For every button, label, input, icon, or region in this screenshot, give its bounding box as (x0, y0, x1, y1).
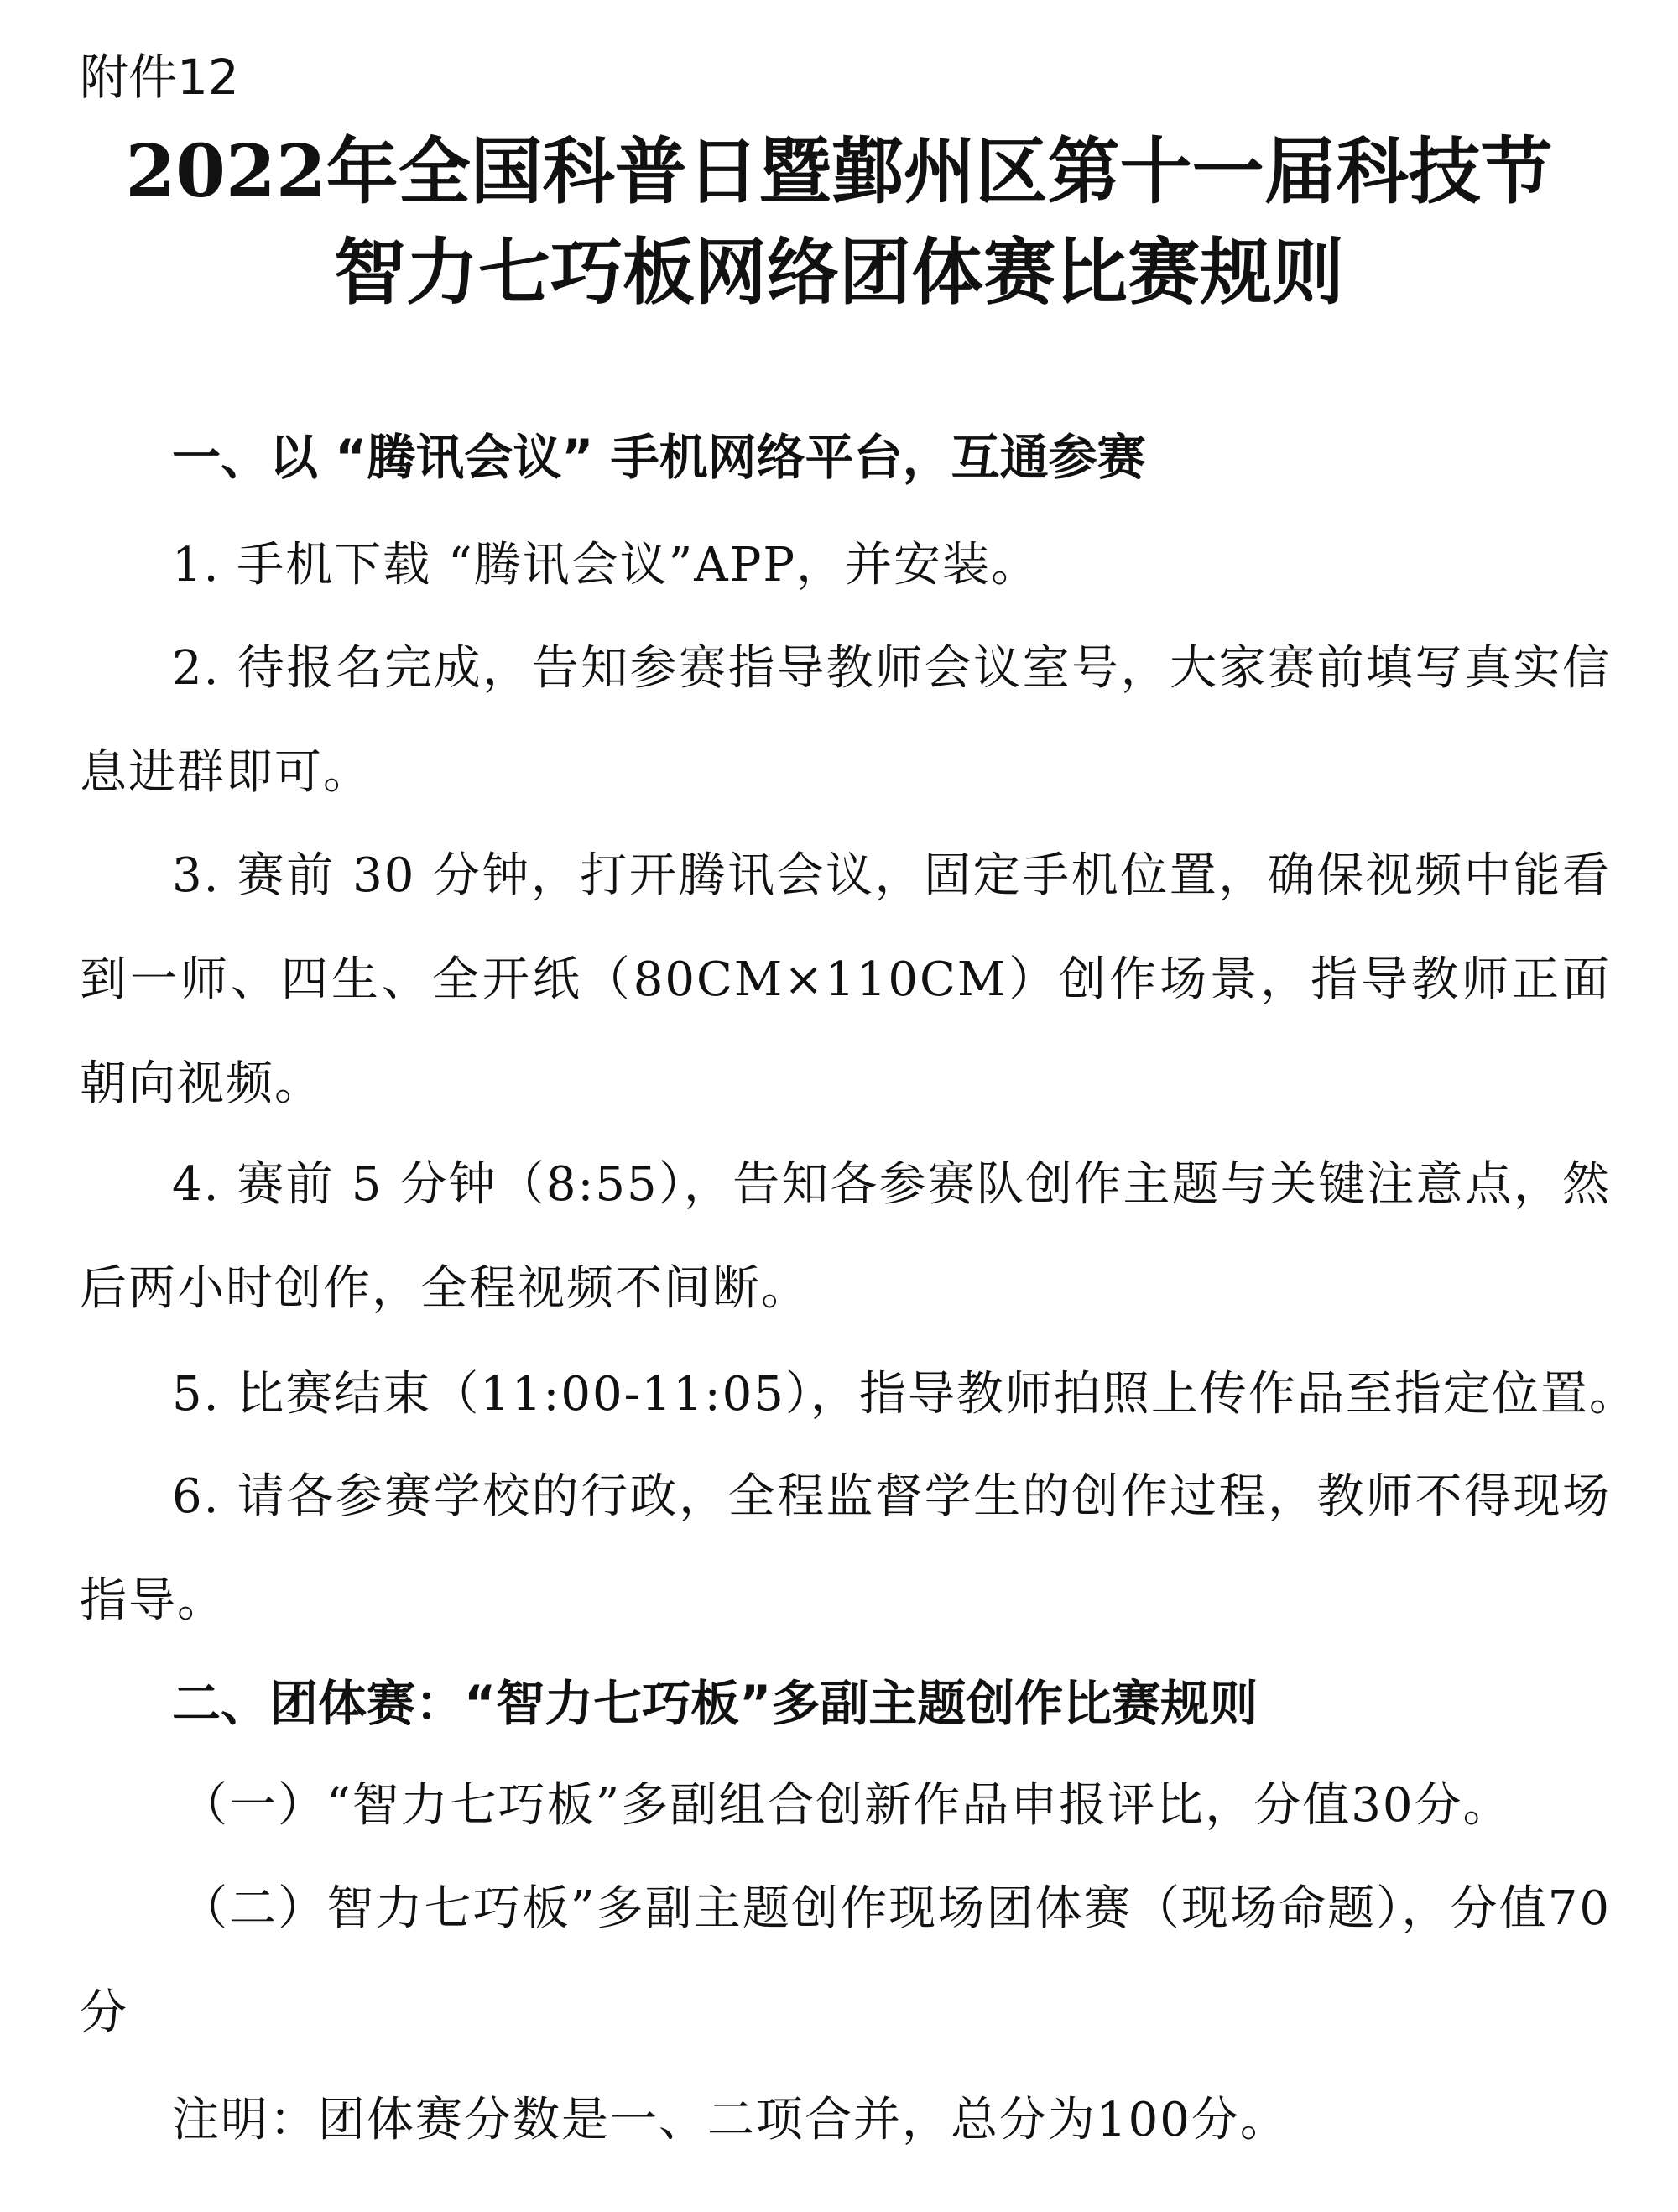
document-title-line-2: 智力七巧板网络团体赛比赛规则 (334, 230, 1344, 315)
rule-item-1: 1. 手机下载 “腾讯会议”APP，并安装。 (172, 538, 1040, 592)
scoring-note: 注明：团体赛分数是一、二项合并，总分为100分。 (172, 2093, 1289, 2147)
rule-item-3: 3. 赛前 30 分钟，打开腾讯会议，固定手机位置，确保视频中能看到一师、四生、全开纸（80CM×110CM）创作场景，指导教师正面朝向视频。 (80, 848, 1611, 1111)
rule-item-4: 4. 赛前 5 分钟（8:55），告知各参赛队创作主题与关键注意点，然后两小时创作，全程视频不间断。 (80, 1157, 1611, 1316)
rule-item-6: 6. 请各参赛学校的行政，全程监督学生的创作过程，教师不得现场指导。 (80, 1469, 1611, 1628)
rule-item-2: 2. 待报名完成，告知参赛指导教师会议室号，大家赛前填写真实信息进群即可。 (80, 641, 1611, 800)
rule-item-5: 5. 比赛结束（11:00-11:05），指导教师拍照上传作品至指定位置。 (172, 1367, 1638, 1422)
section-1-heading: 一、以 “腾讯会议” 手机网络平台，互通参赛 (172, 429, 1146, 486)
attachment-label: 附件12 (80, 49, 239, 106)
scoring-item-1: （一）“智力七巧板”多副组合创新作品申报评比，分值30分。 (180, 1778, 1512, 1833)
section-2-heading: 二、团体赛：“智力七巧板”多副主题创作比赛规则 (172, 1675, 1258, 1732)
scoring-item-2: （二）智力七巧板”多副主题创作现场团体赛（现场命题），分值70分 (80, 1881, 1611, 2040)
document-title-line-1: 2022年全国科普日暨鄞州区第十一届科技节 (125, 129, 1553, 214)
